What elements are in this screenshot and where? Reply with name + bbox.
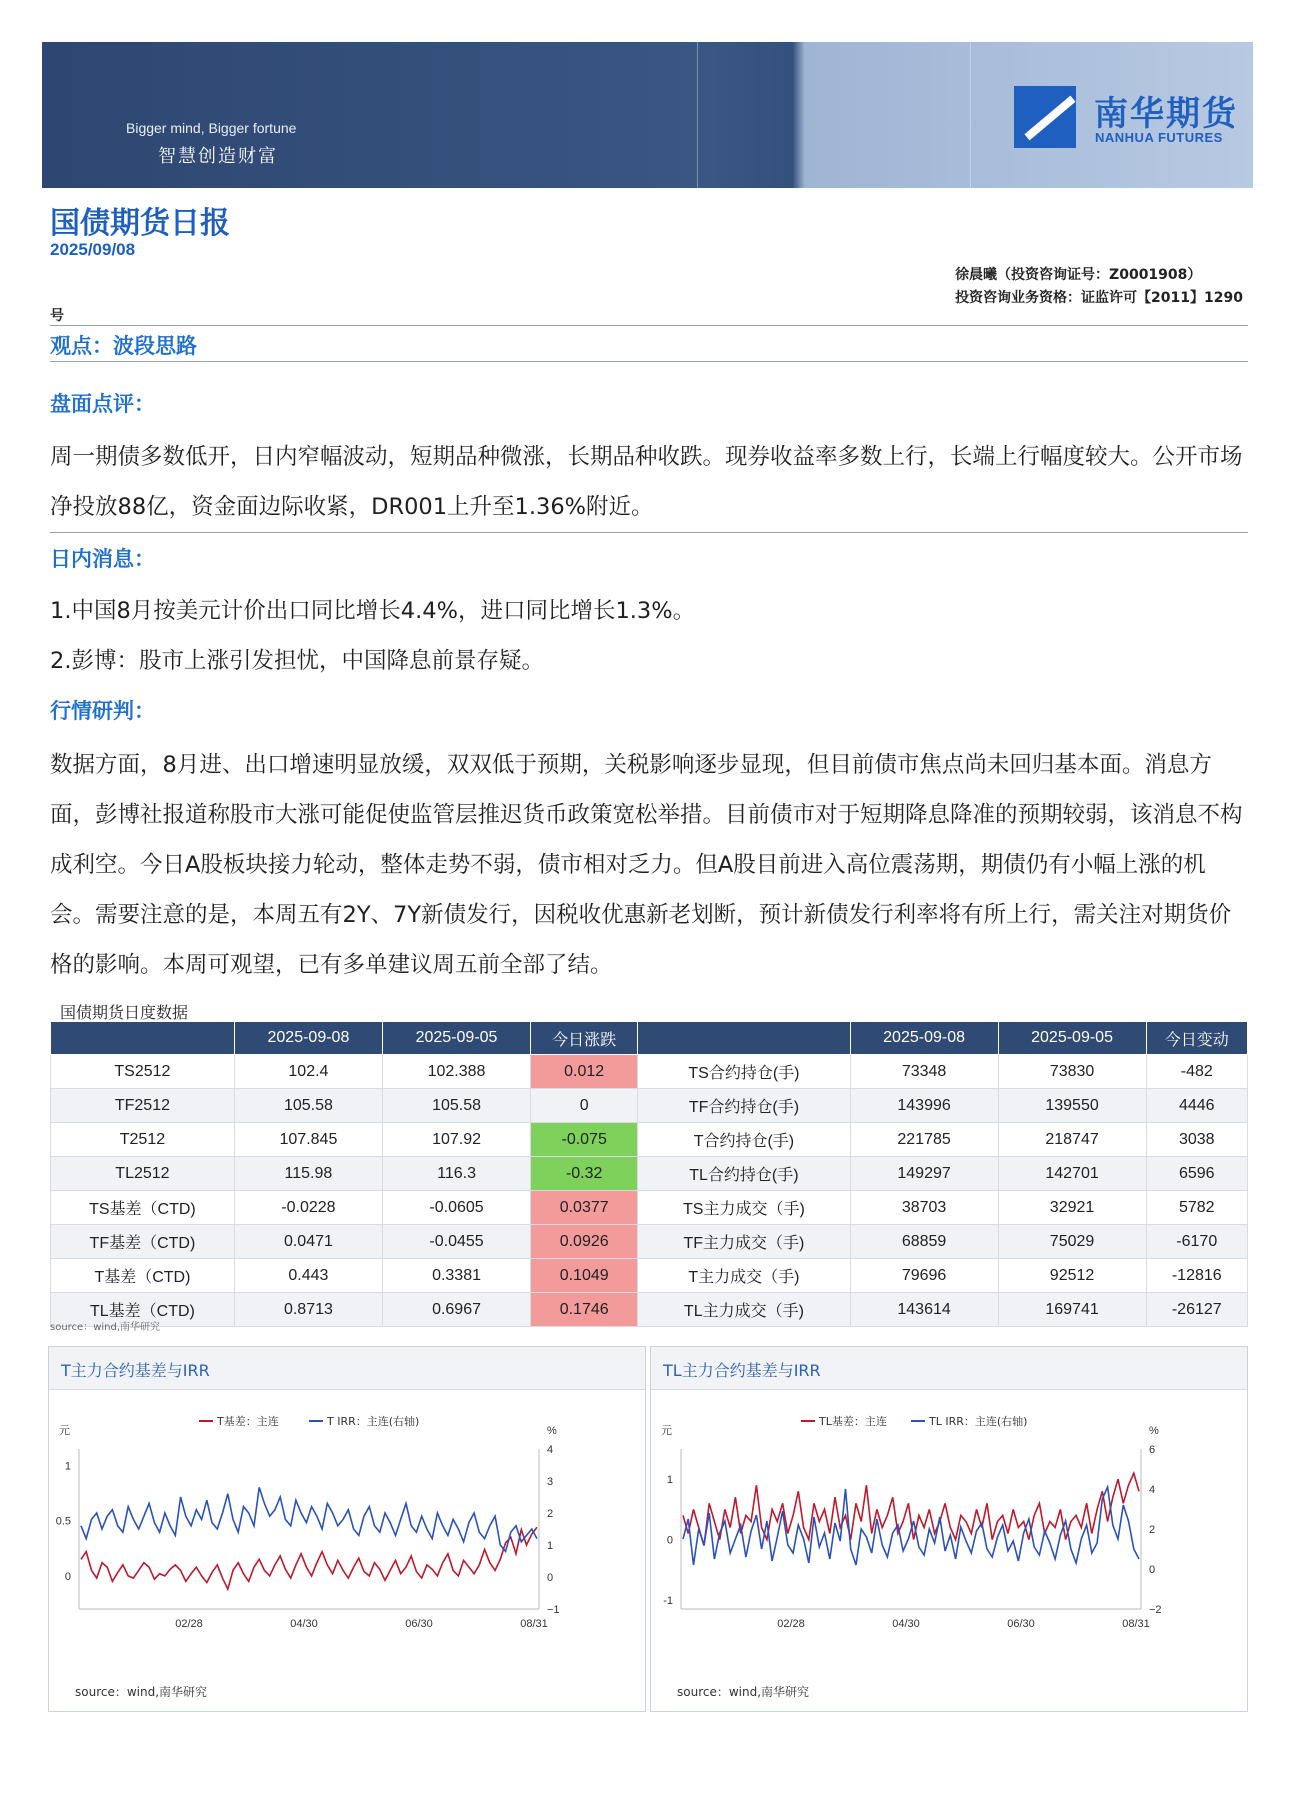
banner-divider	[697, 42, 698, 188]
y2-tick-label: −1	[547, 1604, 560, 1616]
table-cell: 32921	[998, 1191, 1146, 1225]
table-row	[51, 1191, 1248, 1225]
author-line-2: 投资咨询业务资格：证监许可【2011】1290	[955, 290, 1243, 306]
series-line	[81, 1527, 537, 1589]
table-source: source：wind,南华研究	[50, 1322, 161, 1333]
y-axis-unit: 元	[661, 1425, 672, 1437]
author-info	[955, 264, 1243, 310]
table-cell: -26127	[1146, 1293, 1247, 1327]
slogan-en: Bigger mind, Bigger fortune	[126, 120, 297, 136]
table-cell: TL2512	[51, 1157, 235, 1191]
table-cell: 92512	[998, 1259, 1146, 1293]
table-cell: T基差（CTD)	[51, 1259, 235, 1293]
table-cell: -6170	[1146, 1225, 1247, 1259]
table-row	[51, 1089, 1248, 1123]
legend-label: TL IRR：主连(右轴)	[929, 1415, 1028, 1428]
table-cell: 6596	[1146, 1157, 1247, 1191]
table-row	[51, 1123, 1248, 1157]
table-cell: 0.1746	[531, 1293, 638, 1327]
x-tick-label: 04/30	[290, 1618, 318, 1630]
table-row	[51, 1157, 1248, 1191]
y2-tick-label: 3	[547, 1476, 554, 1488]
table-cell: TS基差（CTD)	[51, 1191, 235, 1225]
y2-tick-label: 0	[1149, 1564, 1156, 1576]
series-line	[81, 1487, 537, 1551]
table-cell: TL主力成交（手)	[638, 1293, 850, 1327]
table-cell: -0.075	[531, 1123, 638, 1157]
nanhua-logo-icon	[1014, 86, 1076, 148]
chart-panel-tl	[650, 1346, 1248, 1712]
table-cell: 143996	[850, 1089, 998, 1123]
table-cell: TL基差（CTD)	[51, 1293, 235, 1327]
news-heading: 日内消息：	[50, 547, 155, 571]
table-cell: 0.0377	[531, 1191, 638, 1225]
table-cell: 0.3381	[382, 1259, 530, 1293]
view-heading: 观点：波段思路	[50, 334, 197, 358]
y2-axis-unit: %	[1149, 1425, 1159, 1437]
table-cell: T合约持仓(手)	[638, 1123, 850, 1157]
table-cell: TS主力成交（手)	[638, 1191, 850, 1225]
chart-title-bar	[49, 1347, 645, 1390]
table-cell: 3038	[1146, 1123, 1247, 1157]
table-header-row	[51, 1022, 1248, 1055]
report-date: 2025/09/08	[50, 240, 136, 259]
author-line-wrap: 号	[50, 308, 64, 324]
table-cell: 169741	[998, 1293, 1146, 1327]
review-heading: 盘面点评：	[50, 392, 155, 416]
table-cell: -482	[1146, 1055, 1247, 1089]
logo-en: NANHUA FUTURES	[1095, 130, 1223, 145]
futures-data-table	[50, 1021, 1248, 1327]
table-cell: 0.6967	[382, 1293, 530, 1327]
table-cell: 0.8713	[234, 1293, 382, 1327]
analysis-text: 数据方面，8月进、出口增速明显放缓，双双低于预期，关税影响逐步显现，但目前债市焦点尚未回归基本面。消息方面，彭博社报道称股市大涨可能促使监管层推迟货币政策宽松举措。目前债市对于短期降息降准的预期较弱，该消息不构成利空。今日A股板块接力轮动，整体走势不弱，债市相对乏力。但A股目前进入高位震荡期，期债仍有小幅上涨的机会。需要注意的是，本周五有2Y、7Y新债发行，因税收优惠新老划断，预计新债发行利率将有所上行，需关注对期货价格的影响。本周可观望，已有多单建议周五前全部了结。	[50, 752, 1243, 978]
analysis-heading: 行情研判：	[50, 699, 155, 723]
y2-tick-label: 6	[1149, 1444, 1156, 1456]
legend-label: T基差：主连	[217, 1415, 279, 1428]
table-cell: 139550	[998, 1089, 1146, 1123]
x-tick-label: 02/28	[175, 1618, 203, 1630]
table-cell: TF主力成交（手)	[638, 1225, 850, 1259]
table-cell: 221785	[850, 1123, 998, 1157]
table-cell: 0.012	[531, 1055, 638, 1089]
divider	[50, 325, 1248, 326]
x-tick-label: 02/28	[777, 1618, 805, 1630]
table-cell: TF基差（CTD)	[51, 1225, 235, 1259]
chart-tl-basis-irr	[651, 1389, 1247, 1679]
table-row	[51, 1293, 1248, 1327]
y-tick-label: -1	[663, 1594, 673, 1607]
legend-label: T IRR：主连(右轴)	[327, 1415, 420, 1428]
y-tick-label: 0	[666, 1534, 673, 1547]
table-cell: TS合约持仓(手)	[638, 1055, 850, 1089]
table-cell: T主力成交（手)	[638, 1259, 850, 1293]
author-line-1: 徐晨曦（投资咨询证号：Z0001908）	[955, 267, 1202, 283]
series-line	[683, 1473, 1139, 1545]
table-cell: TS2512	[51, 1055, 235, 1089]
table-cell: 79696	[850, 1259, 998, 1293]
table-cell: 105.58	[234, 1089, 382, 1123]
x-tick-label: 06/30	[1007, 1618, 1035, 1630]
table-cell: 149297	[850, 1157, 998, 1191]
chart-title-bar	[651, 1347, 1247, 1390]
table-header-cell	[638, 1022, 850, 1055]
chart-t-basis-irr	[49, 1389, 645, 1679]
y2-tick-label: 1	[547, 1540, 554, 1552]
table-header-cell: 2025-09-08	[234, 1022, 382, 1055]
x-tick-label: 08/31	[1122, 1618, 1150, 1630]
header-banner	[42, 42, 1253, 188]
table-header-cell: 2025-09-05	[998, 1022, 1146, 1055]
table-cell: TL合约持仓(手)	[638, 1157, 850, 1191]
news-item-1: 1.中国8月按美元计价出口同比增长4.4%，进口同比增长1.3%。	[50, 598, 696, 624]
table-cell: -0.0605	[382, 1191, 530, 1225]
table-cell: 142701	[998, 1157, 1146, 1191]
table-cell: -0.0455	[382, 1225, 530, 1259]
table-row	[51, 1259, 1248, 1293]
table-header-cell	[51, 1022, 235, 1055]
table-cell: -12816	[1146, 1259, 1247, 1293]
news-item-2: 2.彭博：股市上涨引发担忧，中国降息前景存疑。	[50, 648, 544, 674]
table-cell: 73348	[850, 1055, 998, 1089]
table-header-cell: 2025-09-05	[382, 1022, 530, 1055]
table-cell: 75029	[998, 1225, 1146, 1259]
legend-label: TL基差：主连	[819, 1415, 887, 1428]
review-text: 周一期债多数低开，日内窄幅波动，短期品种微涨，长期品种收跌。现券收益率多数上行，长端上行幅度较大。公开市场净投放88亿，资金面边际收紧，DR001上升至1.36%附近。	[50, 444, 1243, 520]
y2-tick-label: −2	[1149, 1604, 1162, 1616]
table-cell: TF合约持仓(手)	[638, 1089, 850, 1123]
table-header-cell: 2025-09-08	[850, 1022, 998, 1055]
y2-axis-unit: %	[547, 1425, 557, 1437]
table-cell: 38703	[850, 1191, 998, 1225]
y2-tick-label: 2	[547, 1508, 554, 1520]
table-cell: 107.92	[382, 1123, 530, 1157]
table-cell: 0.1049	[531, 1259, 638, 1293]
logo-cn: 南华期货	[1094, 94, 1238, 134]
table-cell: 115.98	[234, 1157, 382, 1191]
table-cell: 0	[531, 1089, 638, 1123]
table-cell: 107.845	[234, 1123, 382, 1157]
table-cell: T2512	[51, 1123, 235, 1157]
table-row	[51, 1225, 1248, 1259]
y2-tick-label: 0	[547, 1572, 554, 1584]
table-cell: 218747	[998, 1123, 1146, 1157]
table-cell: 116.3	[382, 1157, 530, 1191]
y2-tick-label: 2	[1149, 1524, 1156, 1536]
table-cell: TF2512	[51, 1089, 235, 1123]
chart-panel-t	[48, 1346, 646, 1712]
table-cell: 105.58	[382, 1089, 530, 1123]
table-cell: 5782	[1146, 1191, 1247, 1225]
report-title: 国债期货日报	[50, 206, 230, 241]
y2-tick-label: 4	[1149, 1484, 1156, 1496]
y2-tick-label: 4	[547, 1444, 554, 1456]
table-cell: 102.4	[234, 1055, 382, 1089]
chart-title: TL主力合约基差与IRR	[663, 1361, 821, 1380]
y-axis-unit: 元	[59, 1425, 70, 1437]
x-tick-label: 06/30	[405, 1618, 433, 1630]
table-cell: 4446	[1146, 1089, 1247, 1123]
table-caption: 国债期货日度数据	[60, 1003, 189, 1022]
y-tick-label: 0.5	[55, 1515, 71, 1528]
divider	[50, 361, 1248, 362]
chart-title: T主力合约基差与IRR	[61, 1361, 210, 1380]
banner-divider	[970, 42, 971, 188]
table-cell: 68859	[850, 1225, 998, 1259]
table-cell: 0.0471	[234, 1225, 382, 1259]
table-cell: 143614	[850, 1293, 998, 1327]
chart-source: source：wind,南华研究	[677, 1685, 810, 1699]
x-tick-label: 04/30	[892, 1618, 920, 1630]
slogan-cn: 智慧创造财富	[158, 146, 278, 167]
divider	[50, 532, 1248, 533]
table-row	[51, 1055, 1248, 1089]
table-cell: -0.32	[531, 1157, 638, 1191]
table-cell: 0.443	[234, 1259, 382, 1293]
table-cell: 102.388	[382, 1055, 530, 1089]
table-cell: 73830	[998, 1055, 1146, 1089]
table-header-cell: 今日变动	[1146, 1022, 1247, 1055]
y-tick-label: 0	[64, 1570, 71, 1583]
y-tick-label: 1	[64, 1460, 71, 1473]
table-header-cell: 今日涨跌	[531, 1022, 638, 1055]
chart-source: source：wind,南华研究	[75, 1685, 208, 1699]
x-tick-label: 08/31	[520, 1618, 548, 1630]
table-cell: 0.0926	[531, 1225, 638, 1259]
y-tick-label: 1	[666, 1474, 673, 1487]
table-cell: -0.0228	[234, 1191, 382, 1225]
